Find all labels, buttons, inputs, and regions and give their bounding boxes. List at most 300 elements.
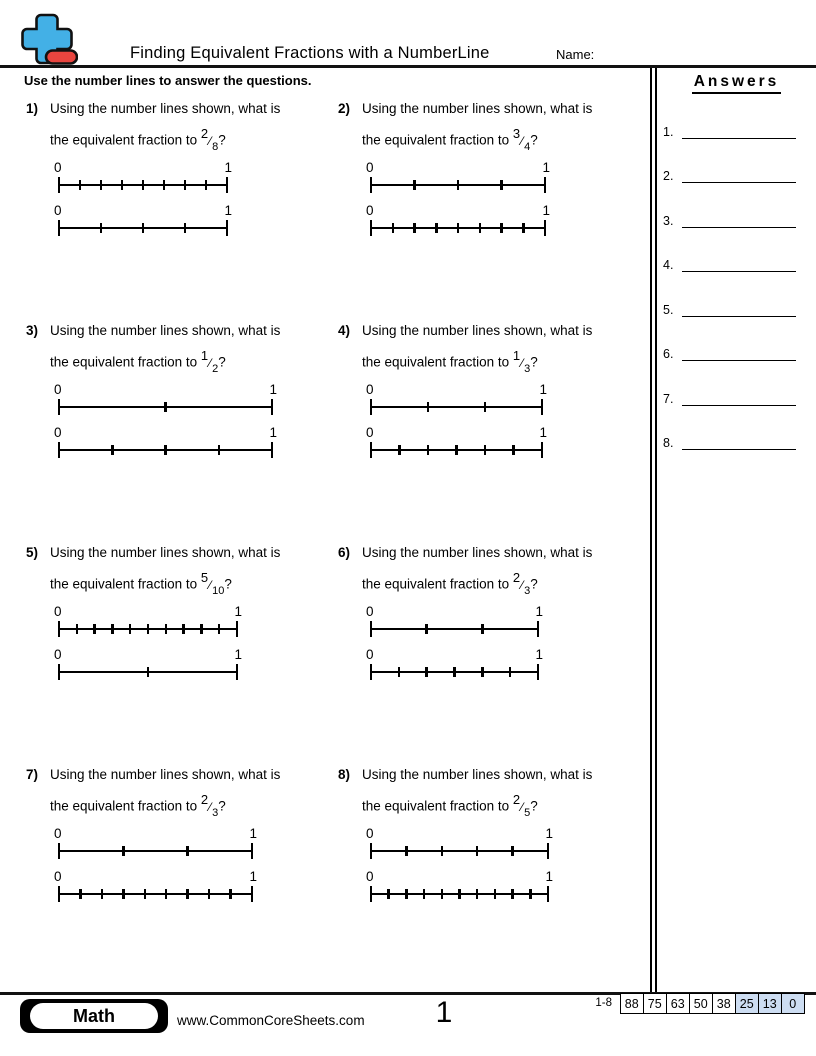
tick-mark — [435, 223, 438, 233]
tick-mark — [544, 220, 547, 236]
tick-mark — [236, 664, 239, 680]
score-box: 63 — [666, 993, 691, 1014]
tick-mark — [413, 180, 416, 190]
tick-mark — [413, 223, 416, 233]
score-box: 88 — [620, 993, 645, 1014]
answer-item-3 — [657, 184, 816, 229]
question-text-line1: Using the number lines shown, what is — [50, 101, 281, 116]
numberlines-block — [54, 160, 338, 236]
numberline-start-label: 0 — [366, 160, 374, 176]
tick-mark — [58, 843, 61, 859]
question-6 — [338, 540, 650, 762]
question-text-line2: the equivalent fraction to $^3⁄_4$? — [362, 126, 538, 154]
tick-mark — [121, 180, 124, 190]
fraction-denominator: 10 — [212, 585, 225, 598]
tick-mark — [511, 889, 514, 899]
numberline-end-label: 1 — [542, 160, 550, 176]
numberline-start-label: 0 — [54, 160, 62, 176]
numberlines-block — [54, 382, 338, 458]
question-text-line2: the equivalent fraction to $^2⁄_3$? — [50, 792, 226, 820]
tick-mark — [457, 180, 460, 190]
tick-mark — [370, 442, 373, 458]
numberline-start-label: 0 — [366, 203, 374, 219]
tick-mark — [512, 445, 515, 455]
tick-mark — [122, 889, 125, 899]
answer-item-8 — [657, 407, 816, 452]
question-text-line2: the equivalent fraction to $^2⁄_3$? — [362, 570, 538, 598]
tick-mark — [541, 442, 544, 458]
tick-mark — [398, 667, 401, 677]
tick-mark — [529, 889, 532, 899]
website-url: www.CommonCoreSheets.com — [177, 1013, 365, 1028]
question-text-line1: Using the number lines shown, what is — [50, 323, 281, 338]
tick-mark — [79, 889, 82, 899]
questions-column — [0, 68, 650, 992]
tick-mark — [457, 223, 460, 233]
tick-mark — [405, 889, 408, 899]
answer-blank-line — [682, 271, 796, 272]
tick-mark — [144, 889, 147, 899]
numberline-start-label: 0 — [54, 869, 62, 885]
numberline-start-label: 0 — [366, 604, 374, 620]
numberline-end-label: 1 — [249, 869, 257, 885]
tick-mark — [370, 621, 373, 637]
tick-mark — [387, 889, 390, 899]
tick-mark — [271, 442, 274, 458]
tick-mark — [479, 223, 482, 233]
tick-mark — [93, 624, 96, 634]
numberline-labels — [54, 382, 277, 399]
question-text — [362, 318, 592, 380]
question-number: 4) — [338, 323, 351, 338]
question-head — [26, 318, 338, 380]
tick-mark — [163, 180, 166, 190]
tick-mark — [251, 843, 254, 859]
score-strip — [595, 993, 805, 1014]
answer-item-2 — [657, 140, 816, 185]
fraction-slash: ⁄ — [209, 799, 212, 814]
question-text — [362, 96, 592, 158]
tick-mark — [58, 220, 61, 236]
fraction-numerator: 2 — [512, 570, 521, 585]
tick-mark — [165, 889, 168, 899]
numberline-labels — [366, 425, 547, 442]
tick-mark — [147, 624, 150, 634]
number-line-2 — [59, 664, 237, 680]
tick-mark — [164, 402, 167, 412]
fraction-slash: ⁄ — [521, 355, 524, 370]
numberline-start-label: 0 — [54, 647, 62, 663]
tick-mark — [100, 223, 103, 233]
tick-mark — [494, 889, 497, 899]
fraction-denominator: 3 — [212, 807, 219, 820]
answer-blank-line — [682, 449, 796, 450]
fraction-numerator: 2 — [200, 126, 209, 141]
numberline-track — [371, 406, 542, 408]
tick-mark — [58, 399, 61, 415]
numberlines-block — [366, 382, 650, 458]
page-number: 1 — [435, 996, 453, 1029]
fraction-numerator: 5 — [200, 570, 209, 585]
question-number: 7) — [26, 767, 39, 782]
numberline-labels — [54, 826, 257, 843]
numberline-labels — [54, 647, 242, 664]
tick-mark — [370, 843, 373, 859]
number-line-1 — [371, 399, 542, 415]
score-boxes — [621, 993, 805, 1014]
numberline-start-label: 0 — [54, 382, 62, 398]
question-text-line1: Using the number lines shown, what is — [362, 545, 593, 560]
question-text — [362, 540, 592, 602]
numberline-labels — [366, 869, 553, 886]
numberlines-block — [366, 826, 650, 902]
tick-mark — [484, 445, 487, 455]
numberline-start-label: 0 — [54, 425, 62, 441]
fraction — [200, 348, 219, 376]
fraction-denominator: 2 — [212, 363, 219, 376]
tick-mark — [129, 624, 132, 634]
numberline-end-label: 1 — [234, 647, 242, 663]
question-head — [338, 540, 650, 602]
page-title: Finding Equivalent Fractions with a NumberLine — [130, 44, 490, 62]
fraction-slash: ⁄ — [209, 577, 212, 592]
tick-mark — [271, 399, 274, 415]
number-line-1 — [371, 621, 538, 637]
numberlines-block — [366, 160, 650, 236]
tick-mark — [427, 402, 430, 412]
question-number: 5) — [26, 545, 39, 560]
tick-mark — [544, 177, 547, 193]
numberline-end-label: 1 — [542, 203, 550, 219]
tick-mark — [182, 624, 185, 634]
answer-blank-line — [682, 138, 796, 139]
score-box: 13 — [758, 993, 783, 1014]
numberline-labels — [366, 604, 543, 621]
tick-mark — [398, 445, 401, 455]
score-box: 75 — [643, 993, 668, 1014]
number-line-1 — [371, 843, 548, 859]
number-line-2 — [59, 886, 252, 902]
number-line-2 — [371, 886, 548, 902]
answer-number: 6. — [663, 347, 674, 361]
fraction — [512, 348, 531, 376]
question-text-line2: the equivalent fraction to $^2⁄_8$? — [50, 126, 226, 154]
number-line-1 — [59, 843, 252, 859]
answer-item-7 — [657, 362, 816, 407]
numberline-end-label: 1 — [224, 203, 232, 219]
tick-mark — [425, 667, 428, 677]
tick-mark — [500, 180, 503, 190]
tick-mark — [58, 442, 61, 458]
numberline-labels — [54, 869, 257, 886]
tick-mark — [476, 846, 479, 856]
fraction — [200, 792, 219, 820]
tick-mark — [58, 886, 61, 902]
tick-mark — [184, 223, 187, 233]
numberline-track — [59, 893, 252, 895]
fraction-denominator: 4 — [524, 141, 531, 154]
fraction-denominator: 3 — [524, 585, 531, 598]
answer-number: 1. — [663, 124, 674, 139]
score-box: 50 — [689, 993, 714, 1014]
tick-mark — [142, 180, 145, 190]
fraction-numerator: 1 — [512, 348, 521, 363]
numberline-track — [59, 850, 252, 852]
subject-badge — [20, 999, 168, 1033]
number-line-1 — [59, 399, 272, 415]
fraction-numerator: 1 — [200, 348, 209, 363]
numberline-labels — [54, 203, 232, 220]
numberline-labels — [54, 425, 277, 442]
tick-mark — [370, 664, 373, 680]
fraction — [512, 126, 531, 154]
tick-mark — [370, 220, 373, 236]
numberline-start-label: 0 — [366, 869, 374, 885]
question-head — [26, 762, 338, 824]
tick-mark — [425, 624, 428, 634]
fraction — [200, 126, 219, 154]
question-text-line2: the equivalent fraction to $^1⁄_3$? — [362, 348, 538, 376]
answer-blank-line — [682, 360, 796, 361]
numberline-start-label: 0 — [54, 826, 62, 842]
questions-grid — [26, 96, 650, 984]
numberline-labels — [54, 160, 232, 177]
answer-number: 4. — [663, 258, 674, 272]
fraction — [512, 570, 531, 598]
answer-number: 3. — [663, 213, 674, 228]
number-line-2 — [371, 442, 542, 458]
question-number: 3) — [26, 323, 39, 338]
fraction-denominator: 3 — [524, 363, 531, 376]
numberline-end-label: 1 — [545, 869, 553, 885]
fraction-slash: ⁄ — [521, 577, 524, 592]
question-text-line2: the equivalent fraction to $^2⁄_5$? — [362, 792, 538, 820]
question-number: 6) — [338, 545, 351, 560]
tick-mark — [200, 624, 203, 634]
tick-mark — [122, 846, 125, 856]
tick-mark — [537, 621, 540, 637]
tick-mark — [453, 667, 456, 677]
content-area — [0, 68, 816, 992]
question-text-line1: Using the number lines shown, what is — [50, 545, 281, 560]
tick-mark — [142, 223, 145, 233]
tick-mark — [186, 846, 189, 856]
numberline-track — [371, 850, 548, 852]
numberline-end-label: 1 — [545, 826, 553, 842]
fraction-denominator: 8 — [212, 141, 219, 154]
question-text-line1: Using the number lines shown, what is — [50, 767, 281, 782]
tick-mark — [58, 177, 61, 193]
fraction-slash: ⁄ — [209, 133, 212, 148]
tick-mark — [76, 624, 79, 634]
numberlines-block — [54, 826, 338, 902]
tick-mark — [229, 889, 232, 899]
numberline-labels — [54, 604, 242, 621]
answer-number: 2. — [663, 169, 674, 183]
numberlines-block — [54, 604, 338, 680]
numberline-start-label: 0 — [54, 203, 62, 219]
header — [0, 0, 816, 68]
tick-mark — [218, 445, 221, 455]
question-number: 2) — [338, 101, 351, 116]
number-line-2 — [59, 220, 227, 236]
tick-mark — [481, 667, 484, 677]
instruction-text: Use the number lines to answer the questions. — [24, 73, 312, 88]
question-head — [338, 318, 650, 380]
numberline-end-label: 1 — [269, 382, 277, 398]
question-4 — [338, 318, 650, 540]
score-box: 0 — [781, 993, 806, 1014]
number-line-1 — [59, 621, 237, 637]
question-3 — [26, 318, 338, 540]
tick-mark — [511, 846, 514, 856]
answer-blank-line — [682, 405, 796, 406]
answer-item-1 — [657, 95, 816, 140]
fraction-slash: ⁄ — [521, 799, 524, 814]
tick-mark — [392, 223, 395, 233]
question-number: 8) — [338, 767, 351, 782]
numberline-end-label: 1 — [234, 604, 242, 620]
tick-mark — [165, 624, 168, 634]
tick-mark — [236, 621, 239, 637]
tick-mark — [441, 889, 444, 899]
question-5 — [26, 540, 338, 762]
answer-number: 7. — [663, 391, 674, 406]
question-text-line1: Using the number lines shown, what is — [362, 101, 593, 116]
tick-mark — [208, 889, 211, 899]
tick-mark — [522, 223, 525, 233]
answer-blank-line — [682, 227, 796, 228]
question-text-line1: Using the number lines shown, what is — [362, 767, 593, 782]
answer-blank-line — [682, 316, 796, 317]
tick-mark — [547, 886, 550, 902]
answer-item-5 — [657, 273, 816, 318]
name-label: Name: — [556, 47, 595, 62]
score-range-label: 1-8 — [595, 997, 612, 1009]
tick-mark — [205, 180, 208, 190]
question-2 — [338, 96, 650, 318]
question-text — [50, 540, 280, 602]
tick-mark — [484, 402, 487, 412]
numberline-start-label: 0 — [366, 425, 374, 441]
tick-mark — [226, 177, 229, 193]
tick-mark — [427, 445, 430, 455]
tick-mark — [147, 667, 150, 677]
answers-panel — [650, 68, 816, 992]
numberline-labels — [366, 382, 547, 399]
numberline-start-label: 0 — [366, 647, 374, 663]
numberline-labels — [366, 826, 553, 843]
question-head — [26, 540, 338, 602]
question-text-line2: the equivalent fraction to $^5⁄_{10}$? — [50, 570, 232, 598]
question-head — [338, 762, 650, 824]
number-line-2 — [371, 220, 545, 236]
numberline-track — [371, 628, 538, 630]
fraction-slash: ⁄ — [209, 355, 212, 370]
question-text-line2: the equivalent fraction to $^1⁄_2$? — [50, 348, 226, 376]
tick-mark — [111, 624, 114, 634]
tick-mark — [455, 445, 458, 455]
question-text — [362, 762, 592, 824]
tick-mark — [441, 846, 444, 856]
tick-mark — [251, 886, 254, 902]
numberline-labels — [366, 647, 543, 664]
fraction-numerator: 2 — [200, 792, 209, 807]
answer-item-4 — [657, 229, 816, 274]
question-head — [26, 96, 338, 158]
question-7 — [26, 762, 338, 984]
tick-mark — [111, 445, 114, 455]
tick-mark — [100, 180, 103, 190]
tick-mark — [476, 889, 479, 899]
answers-list — [657, 95, 816, 451]
question-text — [50, 762, 280, 824]
tick-mark — [458, 889, 461, 899]
answer-number: 8. — [663, 436, 674, 450]
fraction-denominator: 5 — [524, 807, 531, 820]
tick-mark — [58, 664, 61, 680]
question-8 — [338, 762, 650, 984]
numberline-end-label: 1 — [539, 425, 547, 441]
numberline-labels — [366, 160, 550, 177]
tick-mark — [405, 846, 408, 856]
tick-mark — [101, 889, 104, 899]
tick-mark — [184, 180, 187, 190]
tick-mark — [370, 177, 373, 193]
tick-mark — [58, 621, 61, 637]
numberline-start-label: 0 — [366, 826, 374, 842]
fraction — [512, 792, 531, 820]
score-box: 38 — [712, 993, 737, 1014]
answer-number: 5. — [663, 302, 674, 317]
tick-mark — [547, 843, 550, 859]
number-line-2 — [59, 442, 272, 458]
tick-mark — [537, 664, 540, 680]
fraction-slash: ⁄ — [521, 133, 524, 148]
question-head — [338, 96, 650, 158]
fraction-numerator: 3 — [512, 126, 521, 141]
tick-mark — [500, 223, 503, 233]
tick-mark — [218, 624, 221, 634]
numberline-end-label: 1 — [535, 604, 543, 620]
tick-mark — [164, 445, 167, 455]
tick-mark — [186, 889, 189, 899]
numberline-end-label: 1 — [249, 826, 257, 842]
numberline-end-label: 1 — [224, 160, 232, 176]
subject-label: Math — [30, 1003, 158, 1029]
numberline-end-label: 1 — [269, 425, 277, 441]
question-text — [50, 318, 280, 380]
tick-mark — [541, 399, 544, 415]
tick-mark — [226, 220, 229, 236]
number-line-1 — [371, 177, 545, 193]
answers-title: Answers — [692, 73, 782, 94]
fraction — [200, 570, 225, 598]
tick-mark — [509, 667, 512, 677]
question-text — [50, 96, 280, 158]
question-number: 1) — [26, 101, 39, 116]
question-text-line1: Using the number lines shown, what is — [362, 323, 593, 338]
numberline-start-label: 0 — [366, 382, 374, 398]
answer-blank-line — [682, 182, 796, 183]
commoncoresheets-logo-icon — [20, 12, 78, 66]
tick-mark — [481, 624, 484, 634]
number-line-2 — [371, 664, 538, 680]
fraction-numerator: 2 — [512, 792, 521, 807]
numberline-start-label: 0 — [54, 604, 62, 620]
tick-mark — [79, 180, 82, 190]
numberlines-block — [366, 604, 650, 680]
